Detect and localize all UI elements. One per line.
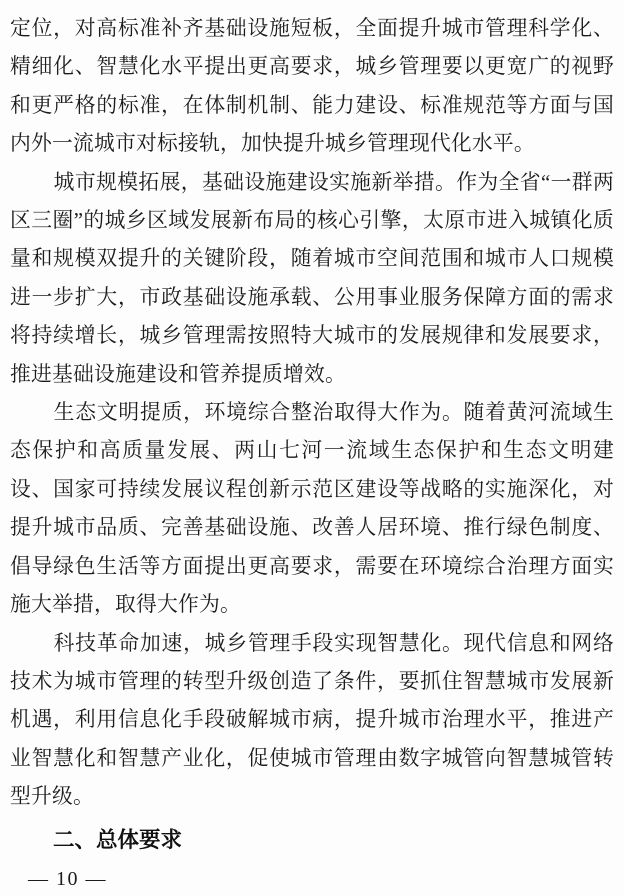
section-heading: 二、总体要求 (53, 827, 183, 852)
body-paragraph-ecology: 生态文明提质，环境综合整治取得大作为。随着黄河流域生态保护和高质量发展、两山七河一流域生态保护和生态文明建设、国家可持续发展议程创新示范区建设等战略的实施深化，对提升城市品质、完善基础设施、改善人居环境、推行绿色制度、倡导绿色生活等方面提出更高要求，需要在环境综合治理方面实施大举措，取得大作为。 (10, 401, 614, 617)
body-paragraph-city-scale: 城市规模拓展，基础设施建设实施新举措。作为全省“一群两区三圈”的城乡区域发展新布局的核心引擎，太原市进入城镇化质量和规模双提升的关键阶段，随着城市空间范围和城市人口规模进一步扩大，市政基础设施承载、公用事业服务保障方面的需求将持续增长，城乡管理需按照特大城市的发展规律和发展要求，推进基础设施建设和管养提质增效。 (10, 170, 614, 386)
document-body (10, 10, 614, 817)
page-number: — 10 — (28, 867, 107, 890)
body-paragraph-continuation: 定位，对高标准补齐基础设施短板，全面提升城市管理科学化、精细化、智慧化水平提出更高要求，城乡管理要以更宽广的视野和更严格的标准，在体制机制、能力建设、标准规范等方面与国内外一流城市对标接轨，加快提升城乡管理现代化水平。 (10, 17, 614, 156)
body-paragraph-technology: 科技革命加速，城乡管理手段实现智慧化。现代信息和网络技术为城市管理的转型升级创造了条件，要抓住智慧城市发展新机遇，利用信息化手段破解城市病，提升城市治理水平，推进产业智慧化和智慧产业化，促使城市管理由数字城管向智慧城管转型升级。 (10, 631, 614, 809)
